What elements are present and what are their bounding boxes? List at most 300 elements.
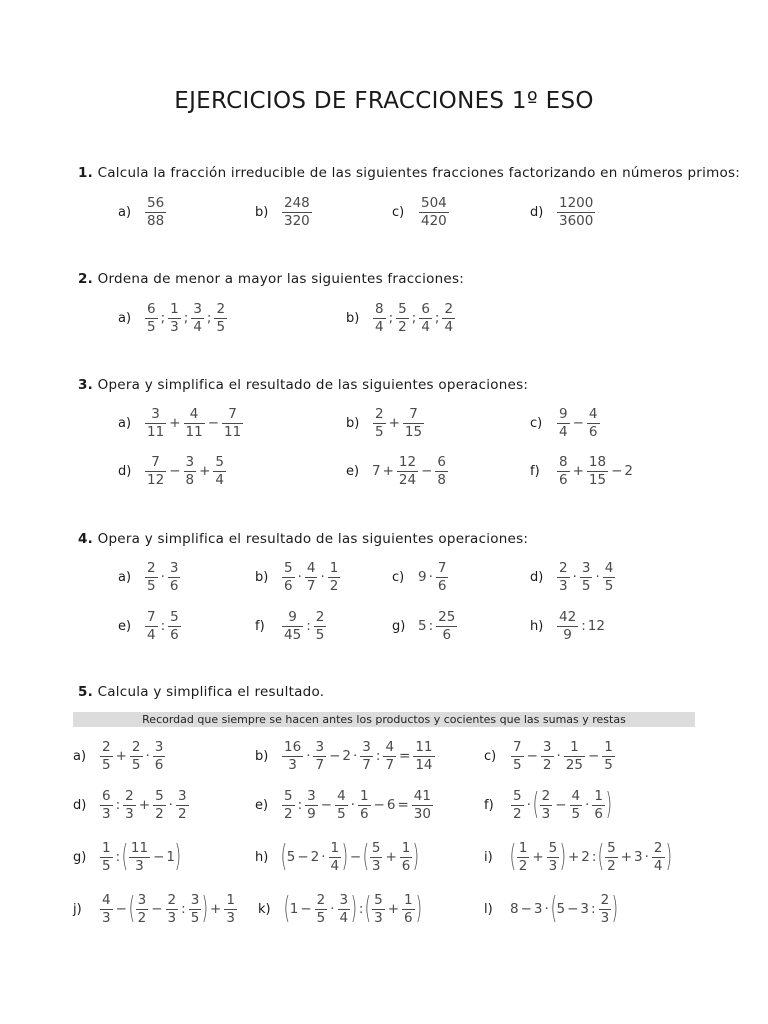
numerator: 1: [226, 891, 235, 908]
exercise-item: [392, 557, 449, 597]
fraction: [168, 301, 181, 336]
math-expression: [144, 195, 167, 230]
operator: −: [349, 849, 362, 865]
fraction: [540, 788, 553, 823]
operator: +: [199, 463, 211, 479]
numerator: 2: [167, 891, 177, 908]
numerator: 2: [653, 839, 663, 856]
exercise-number: 2.: [78, 271, 94, 287]
numerator: 3: [307, 787, 316, 804]
numerator: 1: [359, 787, 369, 804]
math-expression: [556, 609, 605, 644]
math-expression: [144, 560, 181, 595]
operator: ·: [572, 569, 577, 585]
operator: +: [115, 748, 127, 764]
fraction: [191, 301, 204, 336]
numerator: 1: [170, 300, 179, 317]
parenthesis: ): [559, 839, 567, 874]
operator: +: [572, 463, 584, 479]
denominator: 3: [371, 857, 381, 874]
item-label: h): [255, 849, 269, 865]
operator: −: [207, 415, 219, 431]
item-label: d): [530, 204, 544, 220]
math-expression: [281, 560, 341, 595]
operator: :: [375, 748, 381, 764]
math-expression: [99, 840, 181, 875]
denominator: 5: [375, 423, 384, 440]
numerator: 5: [607, 839, 616, 856]
denominator: 3: [102, 909, 111, 926]
numerator: 1: [594, 787, 603, 804]
numerator: 4: [604, 559, 614, 576]
operator: +: [210, 901, 222, 917]
number: 8: [510, 901, 519, 917]
denominator: 7: [362, 756, 371, 773]
math-expression: [510, 739, 616, 774]
operator: ·: [297, 569, 302, 585]
numerator: 3: [193, 300, 202, 317]
denominator: 4: [421, 318, 430, 335]
numerator: 2: [216, 300, 226, 317]
denominator: 45: [284, 626, 302, 643]
operator: −: [555, 797, 567, 813]
fraction: [435, 454, 448, 489]
exercise-item: [530, 192, 596, 232]
fraction: [557, 406, 570, 441]
fraction: [370, 840, 383, 875]
operator: −: [611, 463, 623, 479]
math-expression: [510, 892, 618, 927]
numerator: 2: [147, 559, 156, 576]
exercise-item: [255, 557, 341, 597]
exercise-item: [255, 785, 434, 825]
operator: :: [358, 901, 364, 917]
operator: ·: [428, 569, 433, 585]
numerator: 6: [421, 300, 430, 317]
numerator: 5: [513, 787, 522, 804]
fraction: [373, 406, 386, 441]
parenthesis: ): [605, 787, 613, 822]
fraction: [282, 560, 295, 595]
fraction: [358, 788, 371, 823]
item-label: a): [118, 204, 132, 220]
denominator: 5: [102, 857, 111, 874]
number: 5: [418, 618, 427, 634]
fraction: [145, 560, 158, 595]
numerator: 4: [102, 891, 111, 908]
fraction: [419, 195, 449, 230]
exercise-item: [484, 889, 618, 929]
operator: :: [181, 901, 186, 917]
fraction: [403, 406, 424, 441]
math-expression: [144, 406, 244, 441]
item-label: e): [346, 463, 360, 479]
fraction: [652, 840, 665, 875]
operator: +: [387, 901, 400, 917]
numerator: 3: [362, 738, 371, 755]
operator: ;: [411, 310, 417, 326]
parenthesis: ): [201, 891, 209, 926]
math-expression: [556, 406, 601, 441]
fraction: [511, 739, 524, 774]
operator: :: [115, 797, 121, 813]
operator: :: [428, 618, 434, 634]
math-expression: [372, 454, 449, 489]
denominator: 4: [339, 909, 349, 926]
numerator: 3: [185, 453, 195, 470]
denominator: 15: [404, 423, 423, 440]
fraction: [129, 840, 150, 875]
exercise-item: [346, 451, 449, 491]
operator: ·: [320, 569, 325, 585]
fraction: [580, 560, 593, 595]
parenthesis: (: [121, 839, 129, 874]
denominator: 11: [185, 423, 203, 440]
denominator: 14: [415, 756, 433, 773]
fraction: [184, 406, 205, 441]
denominator: 3600: [559, 212, 594, 229]
exercise-item: [255, 736, 436, 776]
number: 3: [533, 901, 543, 917]
exercise-text: Opera y simplifica el resultado de las siguientes operaciones:: [97, 531, 529, 547]
fraction: [136, 892, 149, 927]
page-title: EJERCICIOS DE FRACCIONES 1º ESO: [174, 88, 594, 114]
fraction: [328, 560, 341, 595]
denominator: 11: [147, 423, 165, 440]
fraction: [547, 840, 560, 875]
numerator: 4: [571, 787, 581, 804]
numerator: 2: [131, 738, 141, 755]
numerator: 248: [284, 194, 310, 211]
denominator: 5: [604, 577, 614, 594]
operator: +: [532, 849, 544, 865]
numerator: 2: [541, 787, 551, 804]
fraction: [145, 406, 166, 441]
denominator: 6: [401, 857, 411, 874]
fraction: [564, 739, 585, 774]
exercise-item: [73, 736, 166, 776]
denominator: 9: [307, 805, 316, 822]
operator: +: [567, 849, 580, 865]
operator: −: [421, 463, 433, 479]
fraction: [400, 840, 413, 875]
item-label: a): [118, 415, 132, 431]
fraction: [282, 195, 312, 230]
item-label: b): [255, 748, 269, 764]
denominator: 5: [315, 626, 325, 643]
operator: ;: [434, 310, 440, 326]
fraction: [282, 788, 295, 823]
exercise-number: 5.: [78, 684, 94, 700]
fraction: [224, 892, 237, 927]
item-label: d): [73, 797, 87, 813]
fraction: [145, 609, 158, 644]
denominator: 8: [437, 471, 446, 488]
number: 2: [624, 463, 633, 479]
operator: =: [397, 797, 409, 813]
denominator: 2: [542, 756, 552, 773]
operator: ·: [160, 569, 165, 585]
numerator: 2: [559, 559, 568, 576]
denominator: 3: [226, 909, 235, 926]
parenthesis: (: [509, 839, 517, 874]
denominator: 30: [413, 805, 431, 822]
number: 9: [418, 569, 427, 585]
operator: −: [587, 748, 600, 764]
operator: −: [572, 415, 584, 431]
math-expression: [99, 739, 166, 774]
operator: +: [138, 797, 151, 813]
item-label: b): [346, 310, 360, 326]
numerator: 5: [170, 608, 179, 625]
numerator: 3: [581, 559, 591, 576]
fraction: [222, 406, 243, 441]
fraction: [360, 739, 373, 774]
number: 3: [634, 849, 643, 865]
item-label: f): [484, 797, 494, 813]
operator: +: [388, 415, 400, 431]
numerator: 16: [284, 738, 302, 755]
fraction: [335, 788, 348, 823]
operator: ·: [544, 901, 549, 917]
item-label: f): [255, 618, 265, 634]
operator: +: [385, 849, 397, 865]
fraction: [329, 840, 342, 875]
numerator: 9: [559, 405, 568, 422]
numerator: 7: [409, 405, 418, 422]
operator: =: [399, 748, 411, 764]
exercise-number: 4.: [78, 531, 94, 547]
denominator: 3: [548, 857, 558, 874]
parenthesis: ): [350, 891, 358, 926]
numerator: 5: [215, 453, 224, 470]
denominator: 5: [316, 909, 326, 926]
denominator: 320: [284, 212, 310, 229]
exercise-item: [255, 837, 419, 877]
item-label: g): [392, 618, 406, 634]
operator: :: [591, 901, 596, 917]
math-expression: [510, 788, 612, 823]
fraction: [603, 560, 616, 595]
numerator: 7: [228, 405, 237, 422]
denominator: 5: [102, 756, 111, 773]
denominator: 3: [559, 577, 568, 594]
fraction: [402, 892, 415, 927]
numerator: 18: [588, 453, 607, 470]
parenthesis: ): [665, 839, 672, 874]
item-label: c): [392, 569, 405, 585]
item-label: a): [118, 569, 132, 585]
numerator: 8: [375, 300, 384, 317]
numerator: 6: [102, 787, 111, 804]
fraction: [305, 560, 318, 595]
item-label: b): [346, 415, 360, 431]
numerator: 3: [190, 891, 200, 908]
exercise-item: [118, 192, 167, 232]
operator: ·: [168, 797, 173, 813]
item-label: h): [530, 618, 544, 634]
item-label: e): [118, 618, 132, 634]
numerator: 3: [542, 738, 552, 755]
fraction: [517, 840, 530, 875]
denominator: 5: [581, 577, 591, 594]
numerator: 6: [437, 453, 446, 470]
fraction: [145, 195, 166, 230]
numerator: 5: [155, 787, 164, 804]
numerator: 5: [284, 559, 293, 576]
fraction: [168, 560, 181, 595]
denominator: 4: [147, 626, 156, 643]
numerator: 25: [438, 608, 456, 625]
operator: −: [169, 463, 181, 479]
fraction: [397, 454, 418, 489]
exercise-item: [118, 606, 182, 646]
operator: ·: [526, 797, 531, 813]
denominator: 3: [600, 909, 610, 926]
fraction: [100, 788, 113, 823]
fraction: [557, 560, 570, 595]
denominator: 3: [102, 805, 111, 822]
exercise-item: [118, 451, 227, 491]
exercise-item: [118, 298, 228, 338]
numerator: 56: [147, 194, 165, 211]
numerator: 1: [329, 559, 339, 576]
denominator: 4: [653, 857, 663, 874]
fraction: [587, 406, 600, 441]
operator: ·: [556, 748, 561, 764]
number: 5: [556, 901, 566, 917]
parenthesis: ): [412, 839, 420, 874]
operator: ·: [585, 797, 590, 813]
item-label: l): [484, 901, 493, 917]
fraction: [145, 454, 166, 489]
denominator: 3: [541, 805, 551, 822]
fraction: [412, 788, 433, 823]
operator: ·: [145, 748, 150, 764]
denominator: 5: [147, 318, 156, 335]
parenthesis: ): [174, 839, 182, 874]
exercise-item: [392, 606, 458, 646]
item-label: j): [73, 901, 82, 917]
fraction: [383, 739, 396, 774]
fraction: [315, 892, 328, 927]
fraction: [166, 892, 179, 927]
denominator: 7: [306, 577, 316, 594]
denominator: 15: [588, 471, 607, 488]
denominator: 4: [193, 318, 202, 335]
fraction: [592, 788, 605, 823]
numerator: 3: [137, 891, 147, 908]
denominator: 3: [374, 909, 383, 926]
item-label: d): [118, 463, 132, 479]
denominator: 3: [167, 909, 177, 926]
note-bar: Recordad que siempre se hacen antes los productos y cocientes que las sumas y restas: [73, 712, 695, 727]
numerator: 1: [570, 738, 579, 755]
operator: ;: [160, 310, 166, 326]
fraction: [413, 739, 434, 774]
numerator: 2: [375, 405, 384, 422]
fraction: [570, 788, 583, 823]
denominator: 6: [588, 423, 598, 440]
numerator: 1: [401, 839, 411, 856]
math-expression: [281, 195, 313, 230]
math-expression: [372, 406, 425, 441]
numerator: 3: [177, 787, 187, 804]
item-label: e): [255, 797, 269, 813]
fraction: [176, 788, 189, 823]
math-expression: [144, 609, 182, 644]
operator: −: [151, 901, 163, 917]
denominator: 5: [571, 805, 581, 822]
numerator: 504: [421, 194, 447, 211]
math-expression: [284, 892, 421, 927]
number: 6: [386, 797, 396, 813]
denominator: 2: [518, 857, 528, 874]
number: 3: [580, 901, 590, 917]
denominator: 7: [385, 756, 395, 773]
parenthesis: (: [365, 891, 372, 926]
math-expression: [556, 195, 596, 230]
denominator: 2: [137, 909, 147, 926]
operator: :: [297, 797, 303, 813]
numerator: 1200: [559, 194, 594, 211]
number: 12: [587, 618, 605, 634]
math-expression: [556, 560, 616, 595]
denominator: 2: [607, 857, 616, 874]
exercise-item: [530, 403, 601, 443]
numerator: 2: [125, 787, 134, 804]
number: 7: [372, 463, 381, 479]
numerator: 4: [385, 738, 395, 755]
item-label: c): [392, 204, 405, 220]
fraction: [436, 560, 449, 595]
numerator: 5: [548, 839, 558, 856]
parenthesis: (: [280, 839, 288, 874]
operator: ·: [330, 901, 335, 917]
denominator: 3: [125, 805, 134, 822]
numerator: 4: [337, 787, 346, 804]
exercise-text: Opera y simplifica el resultado de las siguientes operaciones:: [97, 377, 529, 393]
fraction: [130, 739, 143, 774]
denominator: 5: [190, 909, 200, 926]
denominator: 6: [559, 471, 568, 488]
fraction: [282, 609, 303, 644]
operator: :: [115, 849, 121, 865]
operator: ·: [595, 569, 600, 585]
denominator: 3: [170, 318, 179, 335]
math-expression: [281, 609, 327, 644]
fraction: [313, 739, 326, 774]
numerator: 8: [559, 453, 568, 470]
exercise-item: [118, 557, 181, 597]
numerator: 2: [444, 300, 454, 317]
exercise-item: [255, 606, 327, 646]
exercise-item: [530, 606, 605, 646]
denominator: 5: [604, 756, 613, 773]
fraction: [168, 609, 181, 644]
exercise-item: [530, 557, 616, 597]
item-label: k): [258, 901, 271, 917]
denominator: 6: [170, 626, 179, 643]
numerator: 1: [330, 839, 340, 856]
exercise-item: [530, 451, 633, 491]
fraction: [372, 892, 385, 927]
denominator: 4: [330, 857, 340, 874]
operator: :: [581, 618, 586, 634]
math-expression: [281, 840, 419, 875]
denominator: 5: [337, 805, 346, 822]
exercise-2-heading: [78, 271, 464, 287]
